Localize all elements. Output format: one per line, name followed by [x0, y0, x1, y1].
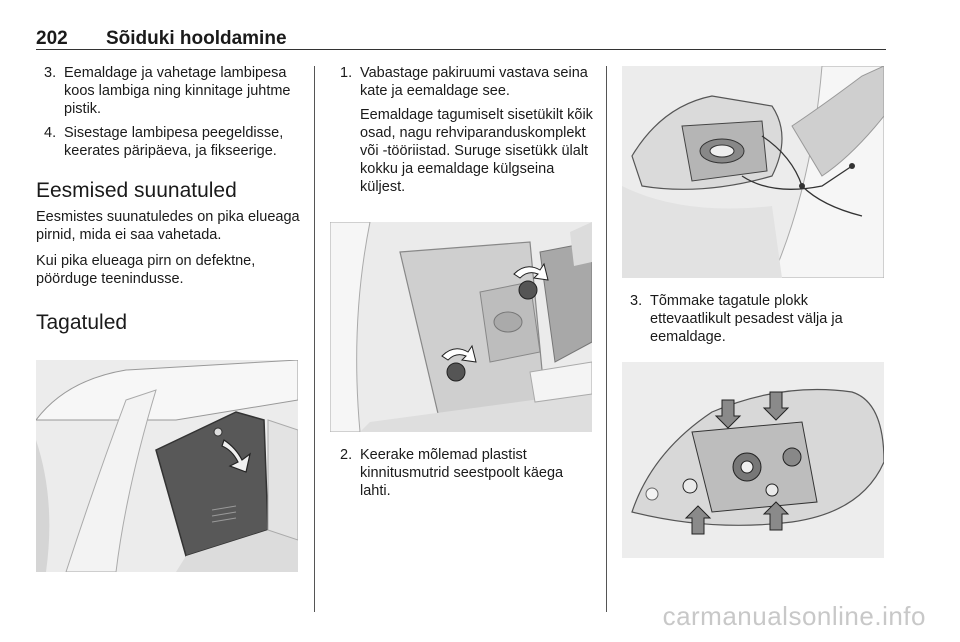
paragraph: Eesmistes suunatuledes on pika elueaga pirnid, mida ei saa vahetada. — [36, 209, 300, 243]
step-note: Eemaldage tagumiselt sisetükilt kõik osad, nagu rehviparanduskomplekt või -tööriistad. Suruge sisetükk ülalt kokku ja eemaldage külgseina küljest. — [360, 107, 593, 195]
step-text: Vabastage pakiruumi vastava seina kate ja eemaldage see. — [360, 65, 588, 99]
step-text: Sisestage lambipesa peegeldisse, keerates päripäeva, ja fikseerige. — [64, 125, 284, 159]
step-item-2 — [332, 446, 594, 500]
step-item-4 — [36, 124, 302, 160]
column-divider-left — [314, 66, 315, 612]
column-3 — [622, 292, 888, 352]
illustration-tail-light-removed — [622, 66, 884, 278]
step-number: 4. — [44, 125, 57, 141]
step-item-3 — [36, 64, 302, 118]
page-title: Sõiduki hooldamine — [106, 28, 287, 49]
page-header — [36, 28, 886, 50]
paragraph: Kui pika elueaga pirn on defektne, pöörduge teenindusse. — [36, 253, 256, 287]
column-2 — [332, 64, 594, 202]
step-number: 3. — [44, 65, 57, 81]
column-divider-right — [606, 66, 607, 612]
page-number: 202 — [36, 28, 68, 49]
step-number: 1. — [340, 65, 353, 81]
column-2-lower — [332, 446, 594, 506]
watermark: carmanualsonline.info — [662, 601, 926, 631]
illustration-tail-light-pins — [622, 362, 884, 558]
illustration-plastic-nuts — [330, 222, 592, 432]
step-number: 3. — [630, 293, 643, 309]
illustration-trunk-panel — [36, 360, 298, 572]
step-item-1 — [332, 64, 594, 100]
step-text: Eemaldage ja vahetage lambipesa koos lambiga ning kinnitage juhtme pistik. — [64, 65, 291, 117]
section-heading-front-indicators: Eesmised suunatuled — [36, 179, 237, 202]
step-number: 2. — [340, 447, 353, 463]
step-text: Tõmmake tagatule plokk ettevaatlikult pesadest välja ja eemaldage. — [650, 293, 843, 345]
section-heading-tail-lights: Tagatuled — [36, 311, 128, 334]
step-text: Keerake mõlemad plastist kinnitusmutrid seestpoolt käega lahti. — [360, 447, 564, 499]
column-1 — [36, 64, 302, 340]
step-item-3 — [622, 292, 888, 346]
